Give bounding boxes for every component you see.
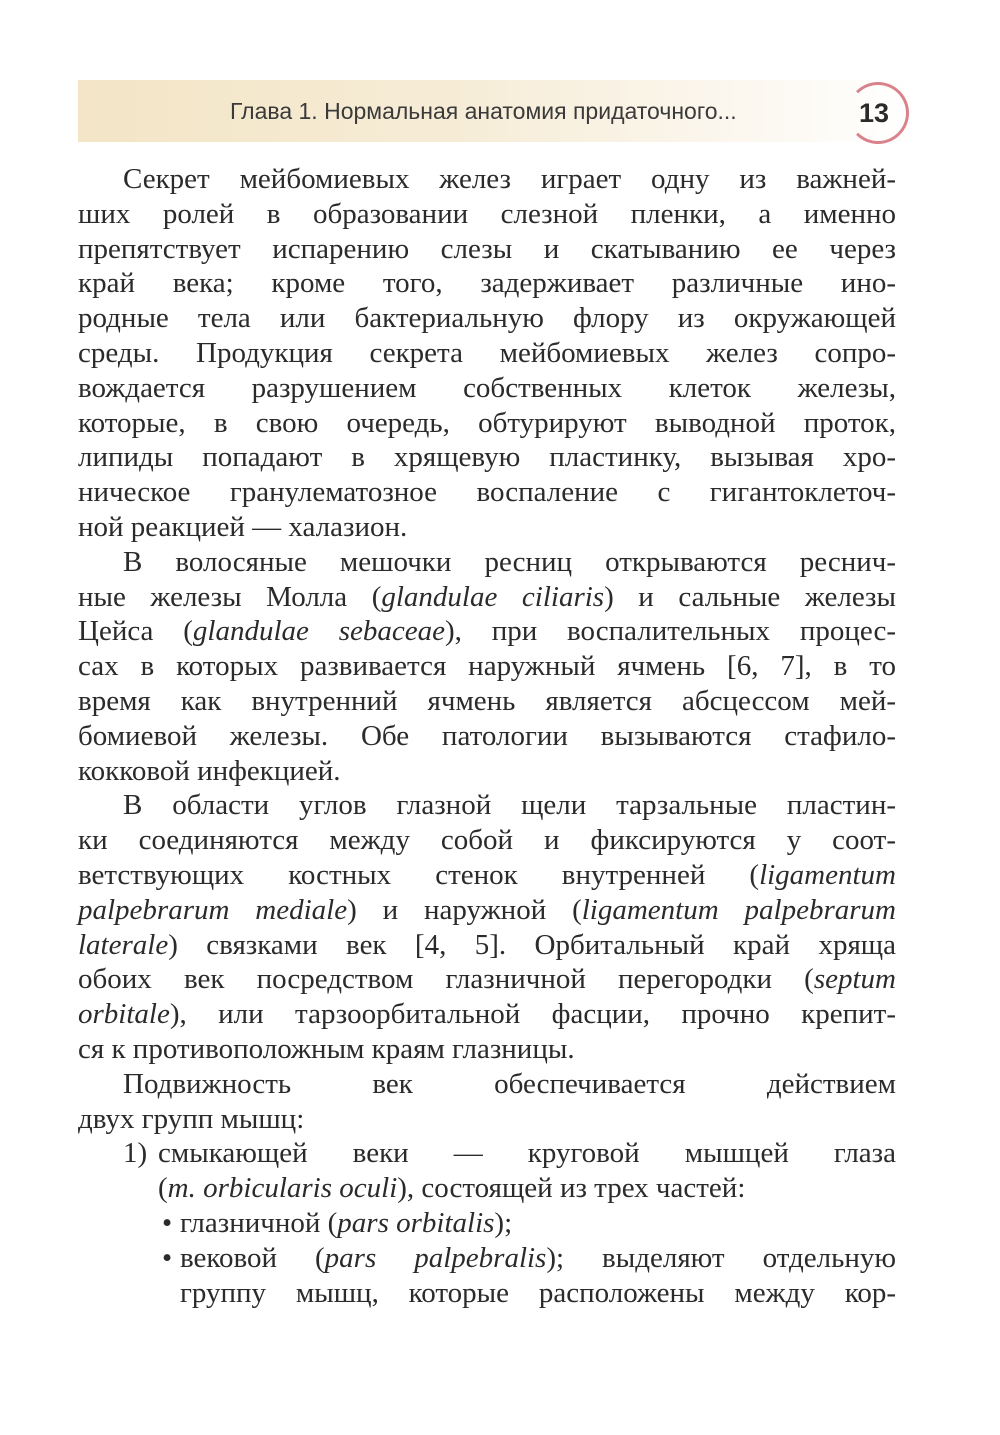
page-number: 13 bbox=[858, 97, 890, 128]
text-line: время как внутренний ячмень является абсцессом мей- bbox=[78, 684, 896, 717]
text-line: orbitale), или тарзоорбитальной фасции, прочно крепит- bbox=[78, 998, 896, 1031]
latin-term: glandulae ciliaris bbox=[381, 580, 605, 613]
list-number: 1) bbox=[123, 1137, 148, 1170]
text-line: липиды попадают в хрящевую пластинку, вызывая хро- bbox=[78, 441, 896, 474]
text-line: вождается разрушением собственных клеток железы, bbox=[78, 371, 896, 404]
latin-term: ligamentum palpebrarum bbox=[581, 893, 896, 926]
body-text bbox=[78, 162, 896, 1310]
text-line: группу мышц, которые расположены между кор- bbox=[180, 1276, 896, 1309]
paragraph-1 bbox=[78, 162, 896, 545]
text-line: ших ролей в образовании слезной пленки, а именно bbox=[78, 197, 896, 230]
page-number-badge bbox=[847, 82, 909, 144]
text-line: ки соединяются между собой и фиксируются у соот- bbox=[78, 824, 896, 857]
bullet-icon: • bbox=[162, 1206, 173, 1239]
text-line: Цейса (glandulae sebaceae), при воспалительных процес- bbox=[78, 615, 896, 648]
text-line: препятствует испарению слезы и скатыванию ее через bbox=[78, 232, 896, 265]
text-line: родные тела или бактериальную флору из окружающей bbox=[78, 302, 896, 335]
text-line: ной реакцией — халазион. bbox=[78, 510, 408, 543]
text-line: обоих век посредством глазничной перегородки (septum bbox=[78, 963, 896, 996]
text-line: ся к противоположным краям глазницы. bbox=[78, 1032, 575, 1065]
text-line: Подвижность век обеспечивается действием bbox=[123, 1067, 896, 1100]
text-line: двух групп мышц: bbox=[78, 1102, 305, 1135]
text-line: кокковой инфекцией. bbox=[78, 754, 341, 787]
bullet-icon: • bbox=[162, 1241, 173, 1274]
latin-term: pars palpebralis bbox=[324, 1241, 547, 1274]
paragraph-3 bbox=[78, 788, 896, 1066]
text-line: В области углов глазной щели тарзальные пластин- bbox=[123, 789, 896, 822]
text-line: сах в которых развивается наружный ячмень [6, 7], в то bbox=[78, 650, 896, 683]
text-line: В волосяные мешочки ресниц открываются реснич- bbox=[123, 545, 896, 578]
muscle-list bbox=[78, 1136, 896, 1310]
latin-term: ligamentum bbox=[759, 858, 896, 891]
text-line: ветствующих костных стенок внутренней (ligamentum bbox=[78, 858, 896, 891]
text-line: ническое гранулематозное воспаление с гигантоклеточ- bbox=[78, 476, 896, 509]
text-line: palpebrarum mediale) и наружной (ligamentum palpebrarum bbox=[78, 893, 896, 926]
text-line: ные железы Молла (glandulae ciliaris) и сальные железы bbox=[78, 580, 896, 613]
text-line: край века; кроме того, задерживает различные ино- bbox=[78, 267, 896, 300]
text-line: бомиевой железы. Обе патологии вызываются стафило- bbox=[78, 719, 896, 752]
latin-term: septum bbox=[813, 963, 896, 996]
list-item bbox=[78, 1241, 896, 1311]
latin-term: pars orbitalis bbox=[337, 1206, 495, 1239]
latin-term: orbitale bbox=[78, 998, 170, 1031]
text-line: laterale) связками век [4, 5]. Орбитальный край хряща bbox=[78, 928, 896, 961]
latin-term: palpebrarum mediale bbox=[78, 893, 348, 926]
paragraph-2 bbox=[78, 545, 896, 789]
paragraph-4 bbox=[78, 1067, 896, 1137]
text-line: (m. orbicularis oculi), состоящей из трех частей: bbox=[158, 1172, 746, 1205]
latin-term: laterale bbox=[78, 928, 169, 961]
text-line: которые, в свою очередь, обтурируют выводной проток, bbox=[78, 406, 896, 439]
text-line: смыкающей веки — круговой мышцей глаза bbox=[158, 1137, 896, 1170]
list-item bbox=[78, 1206, 896, 1241]
running-title: Глава 1. Нормальная анатомия придаточного... bbox=[230, 98, 737, 124]
latin-term: glandulae sebaceae bbox=[192, 615, 445, 648]
text-line: среды. Продукция секрета мейбомиевых желез сопро- bbox=[78, 336, 896, 369]
list-item bbox=[78, 1136, 896, 1206]
text-line: глазничной (pars orbitalis); bbox=[180, 1206, 513, 1239]
latin-term: m. orbicularis oculi bbox=[167, 1172, 398, 1205]
text-line: вековой (pars palpebralis); выделяют отдельную bbox=[180, 1241, 897, 1274]
text-line: Секрет мейбомиевых желез играет одну из важней- bbox=[123, 163, 896, 195]
